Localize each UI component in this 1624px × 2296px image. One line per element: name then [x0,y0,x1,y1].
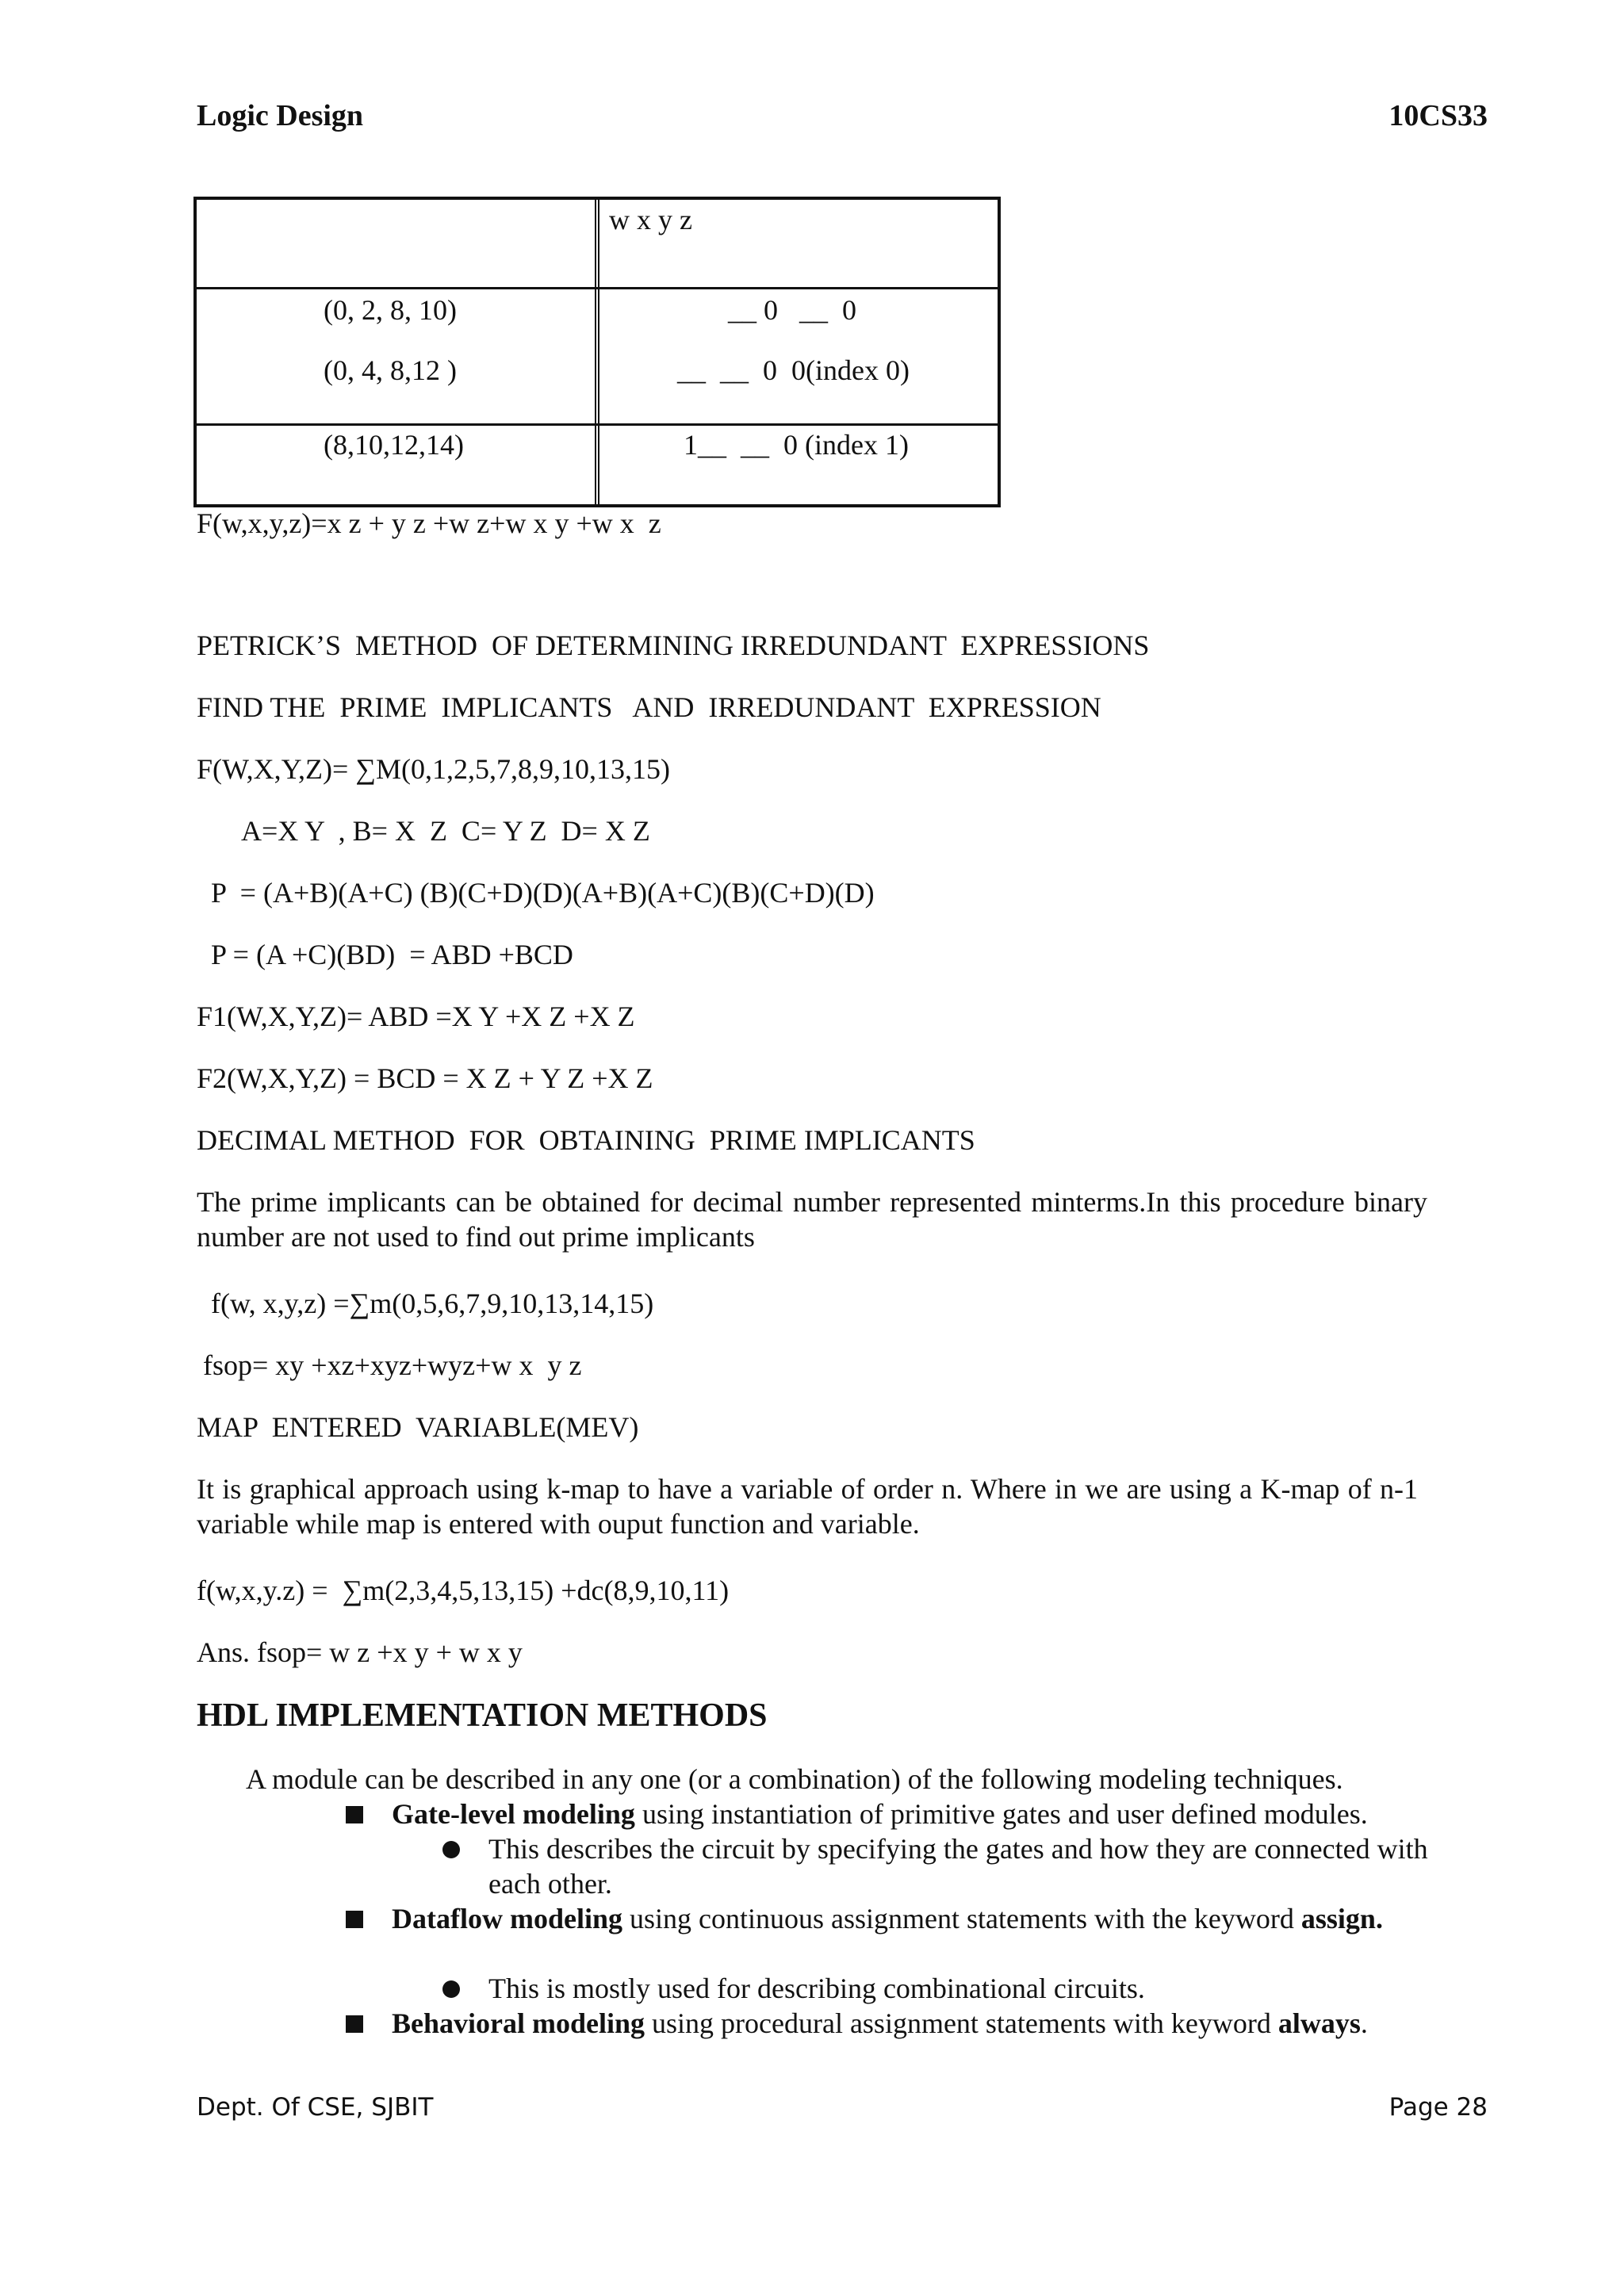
table-row-divider [197,423,998,426]
section-heading: FIND THE PRIME IMPLICANTS AND IRREDUNDANT EXPRESSION [197,691,1101,723]
sub-list-item: This is mostly used for describing combinational circuits. [488,1973,1145,2004]
answer-line: Ans. fsop= w z +x y + w x y [197,1636,523,1668]
hdl-intro: A module can be described in any one (or a combination) of the following modeling techniques. [246,1763,1343,1795]
document-course-code: 10CS33 [1388,99,1488,132]
function-expression: F(w,x,y,z)=x z + y z +w z+w x y +w x z [197,507,661,539]
table-cell: 1__ __ 0 (index 1) [684,429,909,461]
table-cell: __ __ 0 0(index 0) [677,354,910,386]
table-cell: __ 0 __ 0 [728,294,856,326]
document-header-title: Logic Design [197,99,364,132]
table-header-cell: w x y z [609,204,692,235]
item-text: . [1360,2007,1368,2039]
item-text: using instantiation of primitive gates and user defined modules. [634,1798,1368,1830]
equation-line: P = (A +C)(BD) = ABD +BCD [211,939,573,970]
prime-implicant-table [193,197,1001,507]
round-bullet-icon [442,1841,460,1858]
list-item-gate-level [392,1797,1438,1831]
equation-line: fsop= xy +xz+xyz+wyz+w x y z [203,1349,582,1381]
term-bold: Gate-level modeling [392,1798,635,1830]
list-item-dataflow [392,1901,1413,1936]
square-bullet-icon [346,1806,363,1823]
section-heading: DECIMAL METHOD FOR OBTAINING PRIME IMPLICANTS [197,1124,975,1156]
equation-line: F(W,X,Y,Z)= ∑M(0,1,2,5,7,8,9,10,13,15) [197,753,670,785]
section-heading: PETRICK’S METHOD OF DETERMINING IRREDUNDANT EXPRESSIONS [197,629,1150,661]
footer-department: Dept. Of CSE, SJBIT [197,2093,434,2122]
list-item-behavioral [392,2006,1446,2041]
hdl-section-title: HDL IMPLEMENTATION METHODS [197,1697,768,1734]
table-cell: (8,10,12,14) [324,429,464,461]
square-bullet-icon [346,1911,363,1928]
keyword-bold: assign. [1300,1903,1383,1934]
page-number: Page 28 [1388,2093,1488,2122]
equation-line: f(w,x,y.z) = ∑m(2,3,4,5,13,15) +dc(8,9,10,11) [197,1575,730,1606]
equation-line: P = (A+B)(A+C) (B)(C+D)(D)(A+B)(A+C)(B)(C+D)(D) [211,877,875,909]
item-text: using procedural assignment statements with keyword [645,2007,1278,2039]
item-text: using continuous assignment statements with the keyword [622,1903,1301,1934]
paragraph: It is graphical approach using k-map to have a variable of order n. Where in we are using a K-map of n-1 variable while map is entered with ouput function and variable. [197,1473,1418,1540]
square-bullet-icon [346,2015,363,2033]
round-bullet-icon [442,1980,460,1998]
equation-line: F2(W,X,Y,Z) = BCD = X Z + Y Z +X Z [197,1062,653,1094]
table-cell: (0, 2, 8, 10) [324,294,457,326]
table-row-divider [197,287,998,289]
section-heading: MAP ENTERED VARIABLE(MEV) [197,1411,639,1443]
equation-line: F1(W,X,Y,Z)= ABD =X Y +X Z +X Z [197,1001,635,1032]
term-bold: Dataflow modeling [392,1903,622,1934]
paragraph: The prime implicants can be obtained for decimal number represented minterms.In this procedure binary number are not used to find out prime implicants [197,1186,1427,1253]
equation-line: f(w, x,y,z) =∑m(0,5,6,7,9,10,13,14,15) [211,1288,654,1319]
table-column-divider [595,200,599,504]
equation-line: A=X Y , B= X Z C= Y Z D= X Z [241,815,650,847]
term-bold: Behavioral modeling [392,2007,645,2039]
sub-list-item: This describes the circuit by specifying the gates and how they are connected with each other. [488,1833,1428,1900]
table-cell: (0, 4, 8,12 ) [324,354,457,386]
keyword-bold: always [1277,2007,1361,2039]
